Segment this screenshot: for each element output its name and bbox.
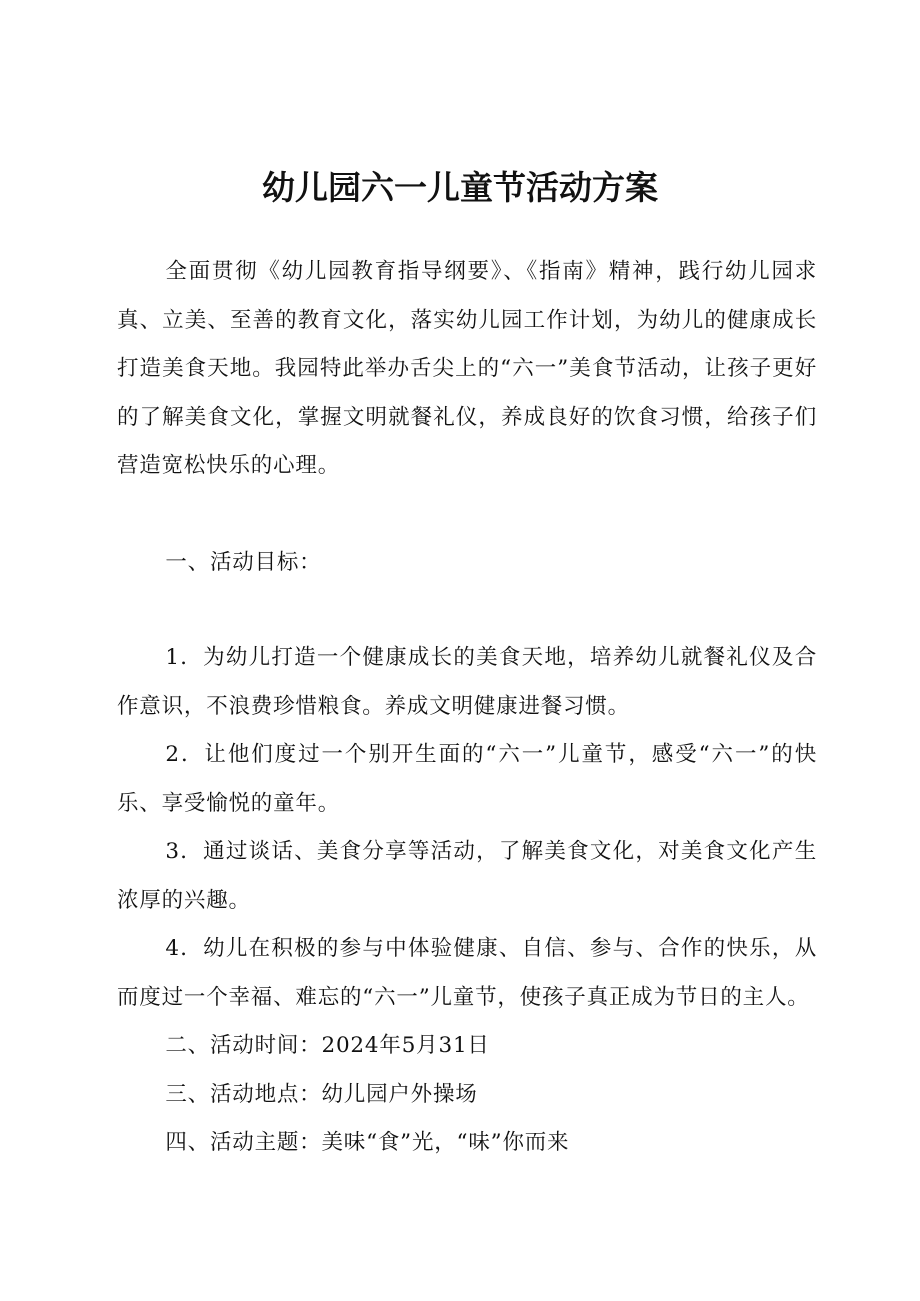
goals-heading: 一、活动目标： [165,549,322,575]
document-body [117,248,817,1168]
theme-line: 四、活动主题：美味“食”光，“味”你而来 [165,1130,570,1155]
goal-item-3: 3．通过谈话、美食分享等活动，了解美食文化，对美食文化产生浓厚的兴趣。 [117,839,817,913]
intro-paragraph: 全面贯彻《幼儿园教育指导纲要》、《指南》精神，践行幼儿园求真、立美、至善的教育文化，落实幼儿园工作计划，为幼儿的健康成长打造美食天地。我园特此举办舌尖上的“六一”美食节活动，让孩子更好的了解美食文化，掌握文明就餐礼仪，养成良好的饮食习惯，给孩子们营造宽松快乐的心理。 [117,259,817,478]
document-title: 幼儿园六一儿童节活动方案 [262,168,658,207]
goal-item-2: 2．让他们度过一个别开生面的“六一”儿童节，感受“六一”的快乐、享受愉悦的童年。 [117,742,817,816]
time-line: 二、活动时间：2024年5月31日 [165,1033,490,1058]
goal-item-4: 4．幼儿在积极的参与中体验健康、自信、参与、合作的快乐，从而度过一个幸福、难忘的“六一”儿童节，使孩子真正成为节日的主人。 [117,936,817,1010]
place-line: 三、活动地点：幼儿园户外操场 [165,1081,478,1107]
goal-item-1: 1．为幼儿打造一个健康成长的美食天地，培养幼儿就餐礼仪及合作意识，不浪费珍惜粮食。养成文明健康进餐习惯。 [117,645,817,719]
